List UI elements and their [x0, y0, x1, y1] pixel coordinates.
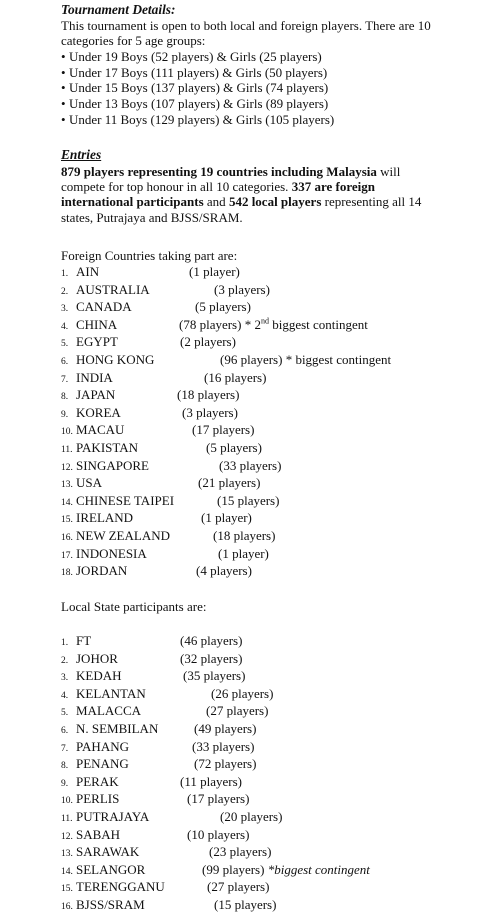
bullet-icon: • [61, 111, 66, 127]
list-item: 2. AUSTRALIA (3 players) [61, 281, 270, 297]
list-item: 7. INDIA (16 players) [61, 369, 267, 385]
list-item: 5. EGYPT (2 players) [61, 334, 236, 350]
list-item: 11. PAKISTAN (5 players) [61, 439, 262, 455]
list-item: 17. INDONESIA (1 player) [61, 545, 269, 561]
list-item: 3. KEDAH (35 players) [61, 668, 246, 684]
list-item: 13. USA (21 players) [61, 475, 261, 491]
foreign-countries-heading: Foreign Countries taking part are: [61, 248, 238, 263]
list-item: 6. HONG KONG (96 players) * biggest contingent [61, 351, 392, 367]
list-item: 1. AIN (1 player) [61, 264, 240, 279]
bullet-icon: • [61, 96, 66, 112]
list-item: 4. KELANTAN (26 players) [61, 685, 274, 701]
list-item: 3. CANADA (5 players) [61, 299, 251, 315]
list-item: • Under 17 Boys (111 players) & Girls (50 players) [61, 64, 328, 80]
list-item: 15. TERENGGANU (27 players) [61, 879, 270, 895]
list-item: 10. MACAU (17 players) [61, 422, 255, 438]
list-item: 9. KOREA (3 players) [61, 404, 238, 420]
bullet-icon: • [61, 49, 66, 64]
local-state-list [61, 632, 370, 914]
local-states-heading: Local State participants are: [61, 599, 207, 614]
list-item: • Under 13 Boys (107 players) & Girls (89 players) [61, 96, 329, 112]
list-item: 9. PERAK (11 players) [61, 773, 242, 789]
bullet-icon: • [61, 80, 66, 96]
list-item: 5. MALACCA (27 players) [61, 703, 269, 719]
tournament-details-heading: Tournament Details: [61, 2, 176, 17]
list-item: 10. PERLIS (17 players) [61, 791, 250, 807]
list-item: 1. FT (46 players) [61, 633, 243, 648]
foreign-country-list [61, 263, 392, 580]
list-item: 2. JOHOR (32 players) [61, 650, 243, 666]
entries-heading: Entries [61, 147, 102, 162]
age-group-list [61, 49, 334, 127]
list-item: • Under 15 Boys (137 players) & Girls (74 players) [61, 80, 329, 96]
list-item: 11. PUTRAJAYA (20 players) [61, 808, 283, 824]
bullet-icon: • [61, 64, 66, 80]
tournament-intro: This tournament is open to both local and foreign players. There are 10 categories for 5 age groups: [61, 18, 431, 49]
list-item: 16. BJSS/SRAM (15 players) [61, 896, 277, 912]
list-item: • Under 11 Boys (129 players) & Girls (105 players) [61, 111, 335, 127]
list-item: 18. JORDAN (4 players) [61, 563, 252, 579]
list-item: 8. JAPAN (18 players) [61, 387, 240, 403]
list-item: 14. CHINESE TAIPEI (15 players) [61, 492, 280, 508]
list-item: 4. CHINA (78 players) * 2nd biggest contingent [61, 316, 368, 332]
list-item: 7. PAHANG (33 players) [61, 738, 255, 754]
list-item: 8. PENANG (72 players) [61, 756, 257, 772]
list-item: • Under 19 Boys (52 players) & Girls (25 players) [61, 49, 322, 64]
list-item: 12. SABAH (10 players) [61, 826, 250, 842]
list-item: 15. IRELAND (1 player) [61, 510, 252, 526]
list-item: 13. SARAWAK (23 players) [61, 844, 272, 860]
list-item: 12. SINGAPORE (33 players) [61, 457, 282, 473]
list-item: 14. SELANGOR (99 players) *biggest contingent [61, 861, 370, 877]
list-item: 16. NEW ZEALAND (18 players) [61, 527, 276, 543]
entries-paragraph: 879 players representing 19 countries including Malaysia will compete for top honour in all 10 categories. 337 are foreign international participants and 542 local players representing all 14 states, Putrajaya and BJSS/SRAM. [61, 164, 422, 225]
list-item: 6. N. SEMBILAN (49 players) [61, 720, 257, 736]
